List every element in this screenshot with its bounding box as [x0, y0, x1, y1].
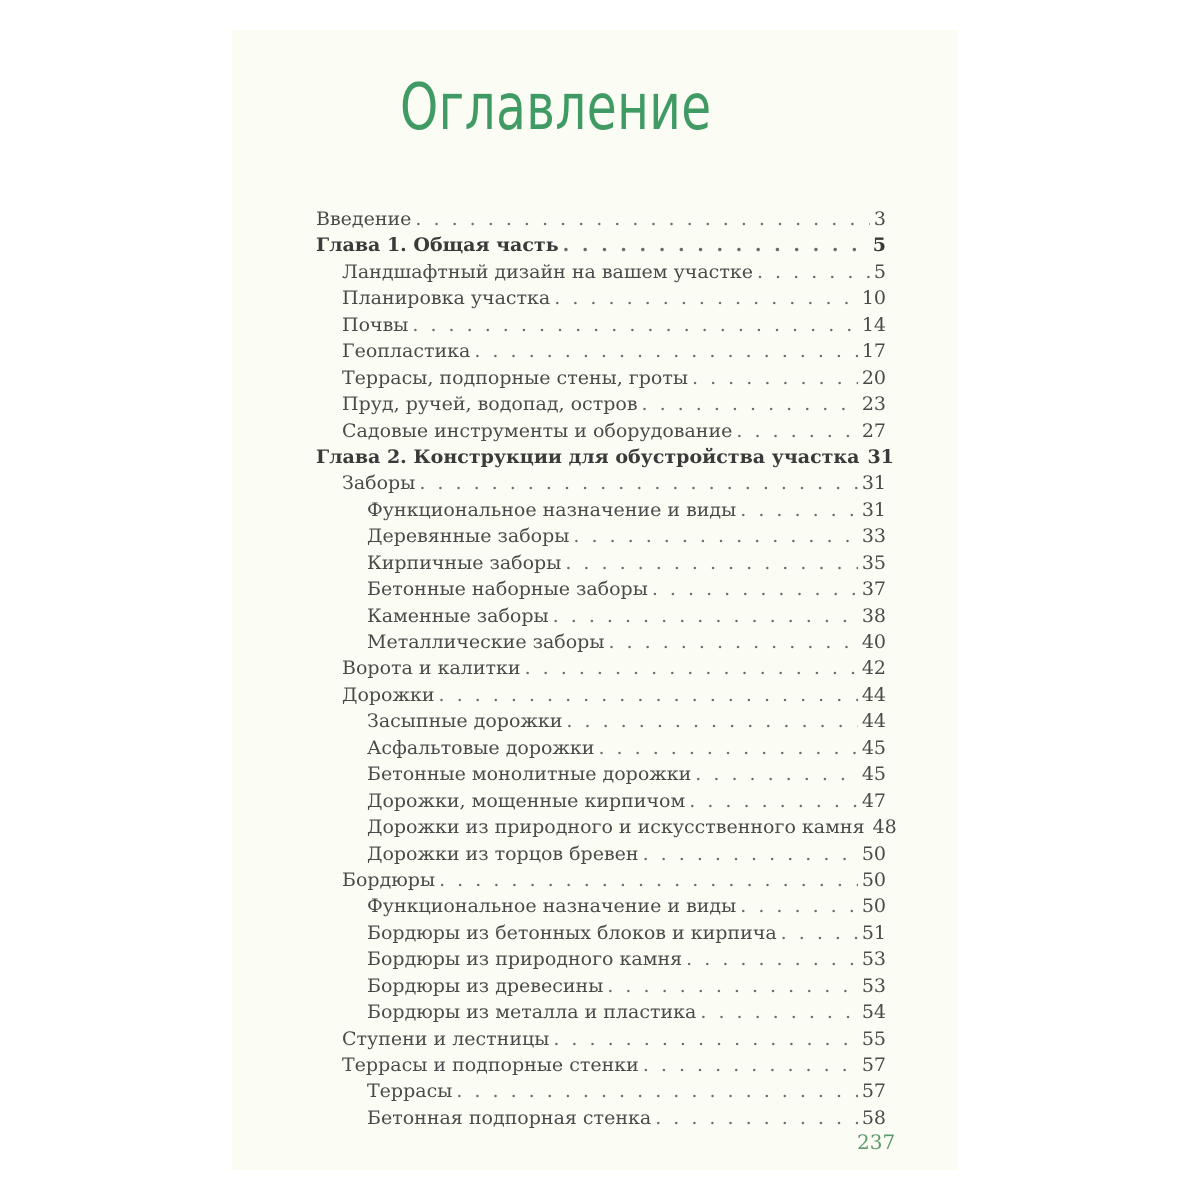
toc-entry [316, 232, 886, 258]
toc-entry [316, 603, 886, 629]
toc-entry [316, 788, 886, 814]
toc-entry-page: 55 [861, 1027, 886, 1050]
toc-entry-label: Почвы [342, 313, 409, 336]
toc-entry-label: Асфальтовые дорожки [367, 736, 595, 759]
toc-entry-label: Засыпные дорожки [367, 710, 563, 733]
toc-entry-label: Геопластика [342, 340, 471, 363]
toc-entry-label: Функциональное назначение и виды [367, 498, 737, 521]
toc-entry [316, 338, 886, 364]
toc-entry-page: 50 [861, 895, 886, 918]
dot-leader [740, 893, 858, 919]
toc-entry-page: 48 [872, 816, 897, 839]
toc-entry [316, 470, 886, 496]
toc-entry [316, 1105, 886, 1131]
toc-entry [316, 206, 886, 232]
dot-leader [692, 365, 858, 391]
toc-entry [316, 259, 886, 285]
dot-leader [757, 259, 870, 285]
toc-entry-label: Ступени и лестницы [342, 1027, 550, 1050]
toc-entry-label: Заборы [342, 472, 416, 495]
toc-entry [316, 444, 894, 470]
toc-entry [316, 285, 886, 311]
dot-leader [456, 1078, 857, 1104]
dot-leader [598, 735, 857, 761]
dot-leader [652, 576, 858, 602]
toc-entry-page: 10 [861, 287, 886, 310]
dot-leader [554, 285, 858, 311]
toc-entry-label: Дорожки из природного и искусственного камня [367, 816, 865, 839]
dot-leader [573, 523, 857, 549]
toc-entry-page: 45 [861, 736, 886, 759]
toc-entry-label: Пруд, ручей, водопад, остров [342, 393, 638, 416]
toc-entry-label: Каменные заборы [367, 604, 549, 627]
dot-leader [415, 206, 869, 232]
toc-entry [316, 761, 886, 787]
dot-leader [643, 1052, 858, 1078]
toc-entry-page: 40 [861, 631, 886, 653]
toc-entry-label: Бордюры из природного камня [367, 948, 683, 971]
toc-entry-label: Бетонная подпорная стенка [367, 1106, 652, 1129]
dot-leader [553, 603, 858, 629]
dot-leader [439, 867, 858, 893]
toc-entry-page: 33 [861, 525, 886, 548]
toc-entry [316, 946, 886, 972]
dot-leader [700, 999, 857, 1025]
dot-leader [525, 655, 858, 681]
dot-leader [740, 497, 858, 523]
toc-entry-label: Дорожки, мощенные кирпичом [367, 789, 686, 812]
toc-entry-label: Бордюры [342, 868, 436, 891]
toc-entry-label: Террасы [367, 1080, 453, 1103]
toc-entry-label: Бордюры из древесины [367, 974, 604, 997]
toc-entry-page: 38 [861, 604, 886, 627]
toc-entry-page: 31 [867, 445, 894, 468]
toc-entry-page: 20 [861, 366, 886, 389]
toc-entry [316, 365, 886, 391]
toc-entry-label: Бетонные монолитные дорожки [367, 763, 692, 786]
dot-leader [412, 312, 857, 338]
toc-entry-page: 57 [861, 1080, 886, 1103]
toc-entry [316, 523, 886, 549]
toc-entry-label: Планировка участка [342, 287, 551, 310]
dot-leader [642, 391, 858, 417]
toc-entry-page: 45 [861, 763, 886, 786]
toc-entry-page: 3 [873, 208, 886, 230]
dot-leader [419, 470, 857, 496]
toc-entry [316, 418, 886, 444]
dot-leader [553, 1026, 857, 1052]
toc-entry-page: 31 [861, 498, 886, 521]
dot-leader [686, 946, 858, 972]
toc-entry-page: 23 [861, 393, 886, 416]
toc-entry-page: 57 [861, 1054, 886, 1076]
toc-entry [316, 655, 886, 681]
toc-entry-label: Дорожки из торцов бревен [367, 842, 639, 865]
toc-entry [316, 893, 886, 919]
dot-leader [689, 788, 858, 814]
toc-entry-page: 44 [861, 683, 886, 706]
toc-entry-page: 51 [861, 921, 886, 944]
toc-entry-label: Бетонные наборные заборы [367, 578, 648, 601]
dot-leader [565, 550, 857, 576]
toc-entry-page: 27 [861, 419, 886, 442]
dot-leader [563, 232, 869, 258]
toc-entry-page: 42 [861, 657, 886, 680]
toc-entry-page: 31 [861, 472, 886, 495]
toc-entry-label: Глава 1. Общая часть [316, 234, 559, 257]
toc-entry-page: 14 [861, 313, 886, 336]
toc-entry [316, 1078, 886, 1104]
toc-entry-page: 53 [861, 948, 886, 971]
toc-entry [316, 920, 886, 946]
dot-leader [608, 629, 857, 655]
toc-entry-label: Ландшафтный дизайн на вашем участке [342, 260, 753, 283]
toc-entry [316, 708, 886, 734]
toc-entry-page: 37 [861, 578, 886, 601]
toc-entry [316, 312, 886, 338]
toc-entry [316, 814, 897, 840]
toc-entry [316, 1026, 886, 1052]
dot-leader [655, 1105, 858, 1131]
dot-leader [474, 338, 857, 364]
toc-entry-page: 5 [873, 260, 886, 283]
toc-entry [316, 550, 886, 576]
toc-entry-page: 58 [861, 1106, 886, 1129]
dot-leader [439, 682, 858, 708]
dot-leader [566, 708, 857, 734]
toc-entry [316, 391, 886, 417]
toc-entry-page: 44 [861, 710, 886, 733]
toc-entry-label: Бордюры из бетонных блоков и кирпича [367, 921, 777, 944]
page-title: Оглавление [400, 71, 712, 145]
toc-entry-label: Дорожки [342, 683, 435, 706]
toc-entry-page: 17 [861, 340, 886, 363]
dot-leader [643, 841, 858, 867]
dot-leader [607, 973, 857, 999]
toc-entry-page: 54 [861, 1001, 886, 1024]
toc-entry-page: 50 [861, 868, 886, 891]
toc-entry-page: 53 [861, 974, 886, 997]
toc-entry-label: Садовые инструменты и оборудование [342, 419, 733, 442]
toc-entry-label: Введение [316, 208, 412, 230]
toc-entry [316, 629, 886, 655]
toc-entry [316, 735, 886, 761]
toc-entry [316, 973, 886, 999]
dot-leader [781, 920, 858, 946]
toc-entry [316, 1052, 886, 1078]
toc-entry [316, 497, 886, 523]
toc-entry-label: Террасы и подпорные стенки [342, 1054, 639, 1076]
toc-entry-label: Ворота и калитки [342, 657, 521, 680]
dot-leader [736, 418, 857, 444]
table-of-contents [316, 206, 897, 1131]
toc-entry [316, 682, 886, 708]
toc-entry [316, 999, 886, 1025]
toc-entry-label: Функциональное назначение и виды [367, 895, 737, 918]
toc-entry-label: Глава 2. Конструкции для обустройства участка [316, 445, 860, 468]
toc-entry [316, 841, 886, 867]
toc-entry-label: Бордюры из металла и пластика [367, 1001, 697, 1024]
toc-entry-page: 50 [861, 842, 886, 865]
page-number: 237 [857, 1130, 896, 1154]
toc-entry-label: Деревянные заборы [367, 525, 570, 548]
dot-leader [695, 761, 858, 787]
toc-entry [316, 576, 886, 602]
toc-entry-label: Металлические заборы [367, 631, 605, 653]
toc-entry-label: Террасы, подпорные стены, гроты [342, 366, 688, 389]
toc-entry [316, 867, 886, 893]
toc-entry-page: 35 [861, 551, 886, 574]
toc-entry-page: 47 [861, 789, 886, 812]
toc-entry-page: 5 [872, 234, 886, 257]
toc-entry-label: Кирпичные заборы [367, 551, 562, 574]
